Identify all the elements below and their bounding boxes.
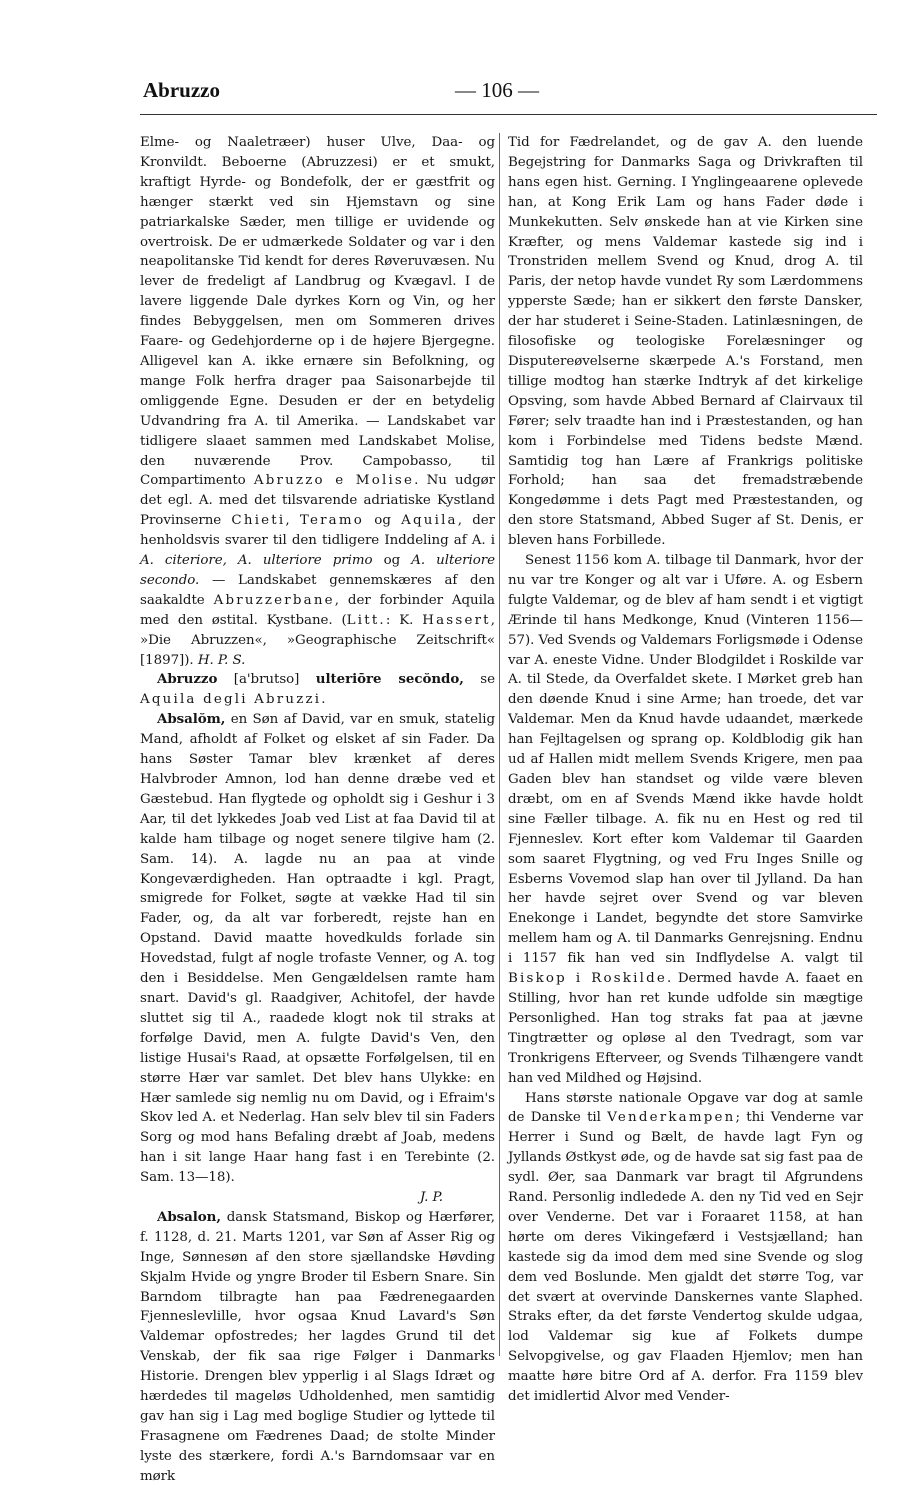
left-column [140, 133, 495, 1487]
entry-absalon: Absalon, dansk Statsmand, Biskop og Hærfører, f. 1128, d. 21. Marts 1201, var Søn af Asser Rig og Inge, Sønnesøn af den store sjællandske Høvding Skjalm Hvide og yngre Broder til Esbern Snare. Sin Barndom tilbragte han paa Fædrenegaarden Fjenneslevlille, hvor ogsaa Knud Lavard's Søn Valdemar opfostredes; her lagdes Grund til det Venskab, der fik saa rige Følger i Danmarks Historie. Drengen blev ypperlig i al Slags Idræt og hærdedes til mageløs Udholdenhed, men samtidig gav han sig i Lag med boglige Studier og lyttede til Frasagnene om Fædrenes Daad; de stolte Minder lyste des stærkere, fordi A.'s Barndomsaar var en mørk [140, 1208, 495, 1484]
cross-reference: Aquila degli Abruzzi [140, 692, 322, 708]
entry-abruzzo-continued: Elme- og Naaletræer) huser Ulve, Daa- og Kronvildt. Beboerne (Abruzzesi) er et smukt, kraftigt Hyrde- og Bondefolk, der er gæstfrit og hænger stærkt ved sin Hjemstavn og sine patriarkalske Sæder, men tillige er uvidende og overtroisk. De er udmærkede Soldater og var i den neapolitanske Tid kendt for deres Røveruvæsen. Nu lever de fredeligt af Landbrug og Kvægavl. I de lavere liggende Dale dyrkes Korn og Vin, og her findes Bebyggelsen, men om Sommeren drives Faare- og Gedehjorderne op i de højere Bjergegne. Alligevel kan A. ikke ernære sin Befolkning, og mange Folk herfra drager paa Saisonarbejde til omliggende Egne. Desuden er der en betydelig Udvandring fra A. til Amerika. — Landskabet var tidligere slaaet sammen med Landskabet Molise, den nuværende Prov. Campobasso, til Compartimento Abruzzo e Molise. Nu udgør det egl. A. med det tilsvarende adriatiske Kystland Provinserne Chieti, Teramo og Aquila, der henholdsvis svarer til den tidligere Inddeling af A. i A. citeriore, A. ulteriore primo og A. ulteriore secondo. — Landskabet gennemskæres af den saakaldte Abruzzerbane, der forbinder Aquila med den østital. Kystbane. (Litt.: K. Hassert, »Die Abruzzen«, »Geographische Zeitschrift« [1897]). H. P. S. [140, 135, 496, 668]
entry-absalon-paragraph: Hans største nationale Opgave var dog at samle de Danske til Venderkampen; thi Venderne var Herrer i Sund og Bælt, de havde lagt Fyn og Jyllands Østkyst øde, og de havde sat sig fast paa de sydl. Øer, saa Danmark var bragt til Afgrundens Rand. Personlig indledede A. den ny Tid ved en Sejr over Venderne. Det var i Foraaret 1158, at han hørte om deres Vikingefærd i Vestsjælland; han kastede sig da imod dem med sine Svende og slog dem ved Boslunde. Men gjaldt det større Tog, var det svært at overvinde Danskernes vante Slaphed. Straks efter, da det første Vendertog skulde udgaa, lod Valdemar sig kue af Folkets dumpe Selvopgivelse, og gav Flaaden Hjemlov; men han maatte høre bitre Ord af A. derfor. Fra 1159 blev det imidlertid Alvor med Vender- [508, 1090, 863, 1405]
header-rule [140, 114, 877, 115]
running-head: Abruzzo [143, 78, 220, 102]
entry-absalon-paragraph: Senest 1156 kom A. tilbage til Danmark, hvor der nu var tre Konger og alt var i Uføre. A. og Esbern fulgte Valdemar, og de blev af ham sendt i et vigtigt Ærinde til hans Medkonge, Knud (Vinteren 1156—57). Ved Svends og Valdemars Forligsmøde i Odense var A. eneste Vidne. Under Blodgildet i Roskilde var A. til Stede, da Overfaldet skete. I Mørket greb han den døende Knud i sine Arme; han troede, det var Valdemar. Men da Knud havde udaandet, mærkede han Fejltagelsen og sprang op. Koldblodig gik han ud af Hallen midt mellem Svends Krigere, men paa Gaden blev han standset og vilde være bleven dræbt, om en af Svends Mænd ikke havde holdt sine Fæller tilbage. A. fik nu en Hest og red til Fjenneslev. Kort efter kom Valdemar til Gaarden som saaret Flygtning, og ved Fru Inges Snille og Esberns Vovemod slap han over til Jylland. Da han her havde sejret over Svend og var bleven Enekonge i Landet, begyndte det store Samvirke mellem ham og A. til Danmarks Genrejsning. Endnu i 1157 fik han ved sin Indflydelse A. valgt til Biskop i Roskilde. Dermed havde A. faaet en Stilling, hvor han ret kunde udfolde sin mægtige Personlighed. Han tog straks fat paa at jævne Tingtrætter og opløse al den Tvedragt, som var Tronkrigens Efterveer, og Svends Tilhængere vandt han ved Mildhed og Højsind. [508, 553, 863, 1086]
entry-abruzzo-ulteriore-secondo: Abruzzo [a'brutso] ulteriōre secŏndo, se Aquila degli Abruzzi. [140, 671, 495, 708]
author-signature: J. P. [419, 1190, 443, 1206]
entry-absalom: Absalŏm, en Søn af David, var en smuk, statelig Mand, afholdt af Folket og elsket af sin Fader. Da hans Søster Tamar blev krænket af deres Halvbroder Amnon, lod han denne dræbe ved et Gæstebud. Han flygtede og opholdt sig i Geshur i 3 Aar, til det lykkedes Joab ved List at faa David til at kalde ham tilbage og noget senere tilgive ham (2. Sam. 14). A. lagde nu an paa at vinde Kongeværdigheden. Han optraadte i kgl. Pragt, smigrede for Folket, søgte at vække Had til sin Fader, og, da alt var forberedt, rejste han en Opstand. David maatte hovedkulds forlade sin Hovedstad, fulgt af nogle trofaste Venner, og A. tog den i Besiddelse. Men Gengældelsen ramte ham snart. David's gl. Raadgiver, Achitofel, der havde sluttet sig til A., raadede klogt nok til straks at forfølge David, men A. fulgte David's Ven, den listige Husai's Raad, at opsætte Forfølgelsen, til en større Hær var samlet. Det blev hans Ulykke: en Hær samlede sig nemlig nu om David, og i Efraim's Skov led A. et Nederlag. Han selv blev til sin Faders Sorg og mod hans Befaling dræbt af Joab, medens han i sit lange Haar hang fast i en Terebinte (2. Sam. 13—18). J. P. [140, 710, 495, 1208]
entry-absalon-continued: Tid for Fædrelandet, og de gav A. den luende Begejstring for Danmarks Saga og Drivkraften til hans egen hist. Gerning. I Ynglingeaarene oplevede han, at Kong Erik Lam og hans Fader døde i Munkekutten. Selv ønskede han at vie Kirken sine Kræfter, og mens Valdemar kastede sig ind i Tronstriden mellem Svend og Knud, drog A. til Paris, der netop havde vundet Ry som Lærdommens ypperste Sæde; han er sikkert den første Dansker, der har studeret i Seine-Staden. Latinlæsningen, de filosofiske og teologiske Forelæsninger og Disputereøvelserne skærpede A.'s Forstand, men tillige modtog han stærke Indtryk af det kirkelige Opsving, som havde Abbed Bernard af Clairvaux til Fører; selv traadte han ind i Præstestanden, og han kom i Forbindelse med Tidens bedste Mænd. Samtidig tog han Lære af Frankrigs politiske Forhold; han saa det fremadstræbende Kongedømme i dets Pagt med Præstestanden, og den store Statsmand, Abbed Suger af St. Denis, er bleven hans Forbillede. [508, 135, 863, 549]
right-column [508, 133, 863, 1407]
page-number: — 106 — [455, 78, 539, 102]
author-signature: H. P. S. [197, 652, 246, 668]
column-divider [499, 133, 500, 1356]
